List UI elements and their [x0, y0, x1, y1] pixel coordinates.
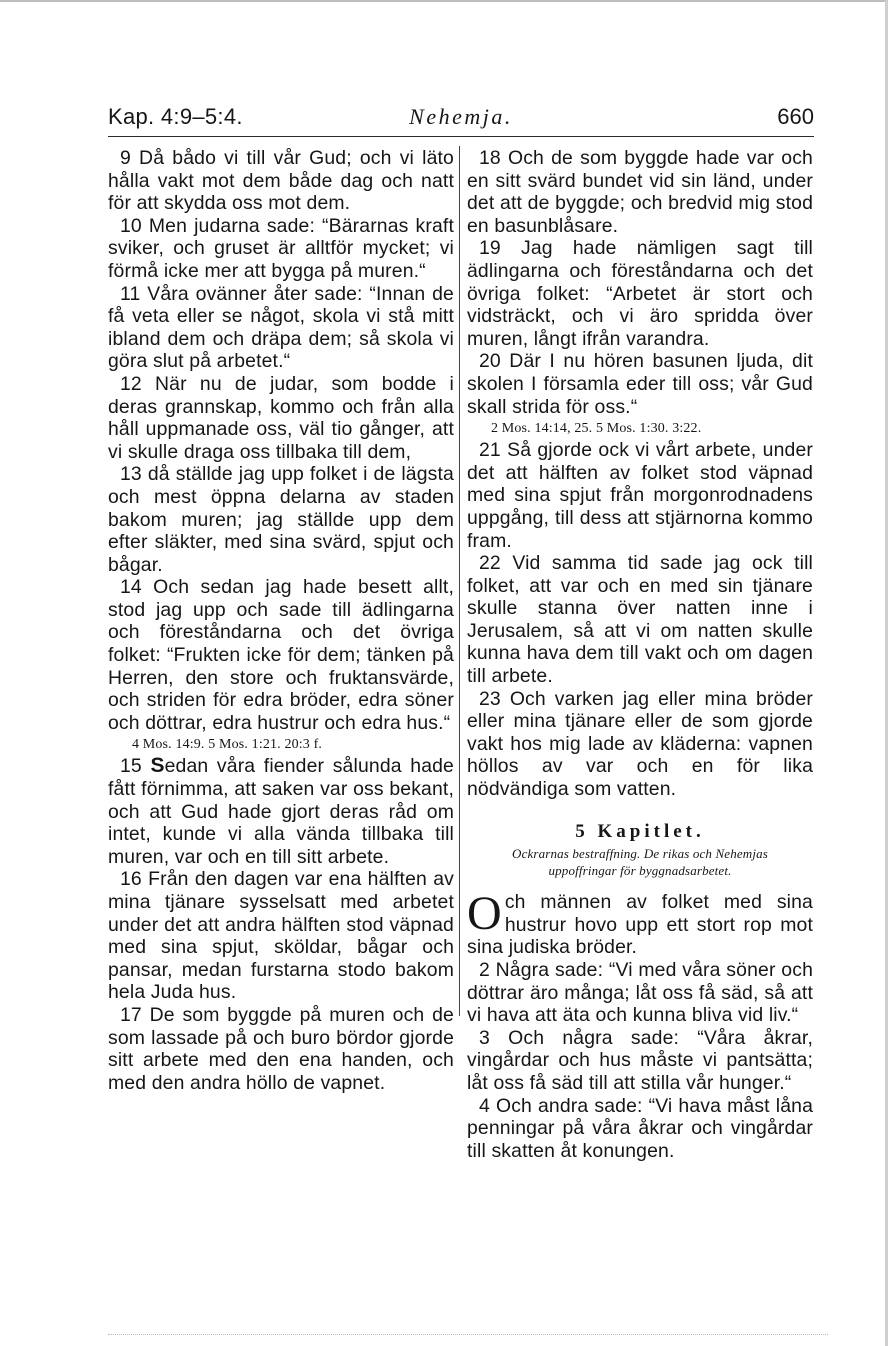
cross-reference: 4 Mos. 14:9. 5 Mos. 1:21. 20:3 f.: [132, 737, 323, 753]
chapter-summary: [467, 845, 813, 879]
page-header: [108, 102, 814, 136]
verse-13: 13 då ställde jag upp folket i de lägsta och mest öppna delarna av staden bakom muren; jag ställde upp dem efter släkter, med sina svärd, spjut och bågar.: [108, 463, 454, 576]
chapter-5-verse-4: 4 Och andra sade: “Vi hava måst låna penningar på våra åkrar och vingårdar till skatten åt konungen.: [467, 1094, 813, 1162]
chapter-5-verse-1-text: ch männen av folket med sina hustrur hovo upp ett stort rop mot sina judiska bröder.: [467, 891, 813, 959]
verse-22: 22 Vid samma tid sade jag ock till folket, att var och en med sin tjänare skulle stanna över natten inne i Jerusalem, så att vi om natten skulle kunna hava dem till vakt och om dagen till arbete.: [467, 552, 813, 688]
chapter-summary-line-2: uppoffringar för byggnadsarbetet.: [548, 863, 732, 879]
chapter-reference: Kap. 4:9–5:4.: [108, 104, 243, 129]
verse-15-number: 15: [120, 755, 151, 778]
verse-12: 12 När nu de judar, som bodde i deras grannskap, kommo och från alla håll uppmanade oss, väl tio gånger, att vi skulle draga oss tillbaka till dem,: [108, 372, 454, 463]
verse-10: 10 Men judarna sade: “Bärarnas kraft sviker, och gruset är alltför mycket; vi förmå icke mer att bygga på muren.“: [108, 214, 454, 282]
verse-20: 20 Där I nu hören basunen ljuda, dit skolen I församla eder till oss; vår Gud skall strida för oss.“: [467, 350, 813, 418]
verse-21: 21 Så gjorde ock vi vårt arbete, under det att hälften av folket stod väpnad med sina spjut från morgonrodnadens uppgång, till dess att stjärnorna kommo fram.: [467, 439, 813, 552]
chapter-5-verse-1: [467, 887, 813, 959]
left-column: [108, 147, 454, 1094]
verse-17: 17 De som byggde på muren och de som lassade på och buro bördor gjorde sitt arbete med den ena handen, och med den andra höllo de vapnet.: [108, 1003, 454, 1094]
scan-bottom-edge: [108, 1334, 828, 1336]
verse-19: 19 Jag hade nämligen sagt till ädlingarna och föreståndarna och det övriga folket: “Arbetet är stort och vidsträckt, och vi äro spridda över muren, långt ifrån varandra.: [467, 237, 813, 350]
verse-18: 18 Och de som byggde hade var och en sitt svärd bundet vid sin länd, under det att de byggde; och bredvid mig stod en basunblåsare.: [467, 147, 813, 237]
verse-16: 16 Från den dagen var ena hälften av mina tjänare sysselsatt med arbetet under det att andra hälften stod väpnad med sina spjut, sköldar, bågar och pansar, medan furstarna stodo bakom hela Juda hus.: [108, 868, 454, 1004]
book-title: Nehemja.: [409, 104, 513, 129]
cross-reference: 2 Mos. 14:14, 25. 5 Mos. 1:30. 3:22.: [491, 421, 702, 437]
verse-14: 14 Och sedan jag hade besett allt, stod jag upp och sade till ädlingarna och föreståndarna och det övriga folket: “Frukten icke för dem; tänken på Herren, den store och fruktansvärde, och striden för edra bröder, edra söner och döttrar, edra hustrur och edra hus.“: [108, 576, 454, 734]
column-divider: [459, 146, 460, 1016]
chapter-heading: 5 Kapitlet.: [575, 820, 705, 842]
chapter-5-verse-3: 3 Och några sade: “Våra åkrar, vingårdar och hus måste vi pantsätta; låt oss få säd till att stilla vår hunger.“: [467, 1026, 813, 1094]
chapter-5-verse-2: 2 Några sade: “Vi med våra söner och döttrar äro många; låt oss få säd, så att vi hava att äta och kunna bliva vid liv.“: [467, 959, 813, 1027]
verse-23: 23 Och varken jag eller mina bröder eller mina tjänare eller de som gjorde vakt hos mig lade av kläderna: vapnen höllos av var och en för lika nödvändiga som vatten.: [467, 687, 813, 801]
right-column: [467, 147, 813, 1162]
page-number: 660: [777, 104, 814, 129]
header-rule: [108, 136, 814, 137]
verse-15: [108, 755, 454, 868]
scan-edge-top: [0, 0, 888, 2]
verse-11: 11 Våra ovänner åter sade: “Innan de få veta eller se något, skola vi stå mitt ibland dem och dräpa dem; så skola vi göra slut på arbetet.“: [108, 282, 454, 373]
verse-9: 9 Då bådo vi till vår Gud; och vi läto hålla vakt mot dem både dag och natt för att skydda oss mot dem.: [108, 147, 454, 215]
drop-cap-initial: O: [467, 887, 502, 941]
verse-15-text: edan våra fiender sålunda hade fått förnimma, att saken var oss bekant, och att Gud hade gjort deras råd om intet, kunde vi alla vända tillbaka till muren, var och en till sitt arbete.: [108, 755, 454, 868]
verse-15-initial: S: [150, 754, 165, 778]
chapter-summary-line-1: Ockrarnas bestraffning. De rikas och Nehemjas: [512, 846, 768, 862]
